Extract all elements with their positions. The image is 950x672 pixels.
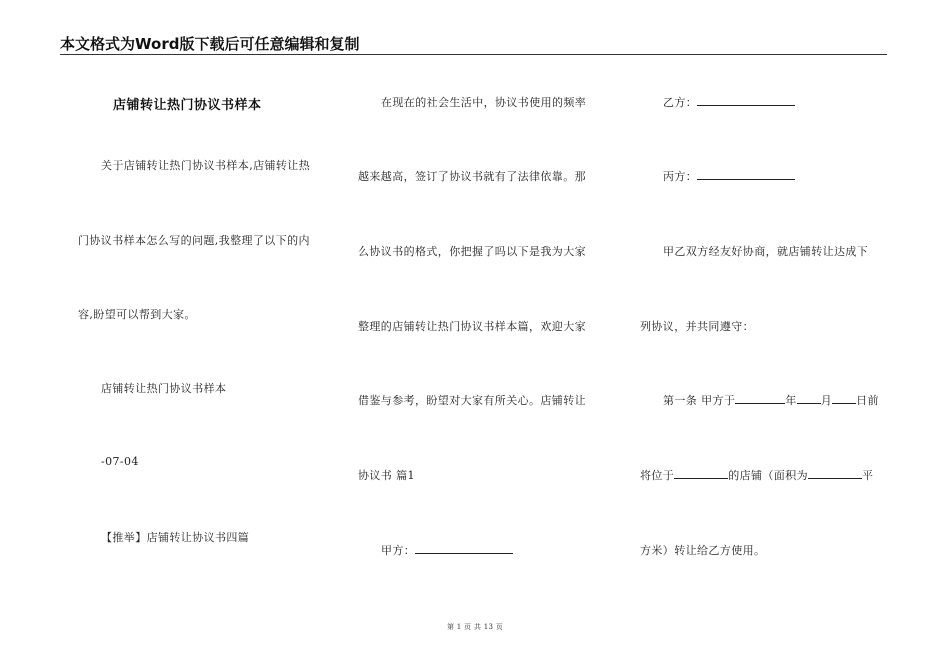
col3-line-3: 甲乙双方经友好协商，就店铺转让达成下 — [663, 245, 869, 258]
location-blank — [674, 468, 728, 479]
party-a-label: 甲方： — [381, 544, 416, 557]
document-title: 店铺转让热门协议书样本 — [113, 98, 262, 113]
area-blank — [808, 468, 862, 479]
clause-1-line — [663, 392, 879, 408]
col2-line-1: 在现在的社会生活中，协议书使用的频率 — [381, 96, 587, 109]
area-unit-start: 平 — [862, 469, 874, 482]
header-title: 本文格式为Word版下载后可任意编辑和复制 — [60, 35, 360, 53]
year-label: 年 — [785, 394, 797, 407]
party-c-blank — [697, 169, 795, 180]
col3-line-7: 方米）转让给乙方使用。 — [640, 544, 766, 557]
col2-line-6: 协议书 篇1 — [358, 469, 415, 482]
date-blank-day — [832, 393, 856, 404]
col1-line-2: 门协议书样本怎么写的问题,我整理了以下的内 — [78, 234, 310, 247]
col1-line-1: 关于店铺转让热门协议书样本,店铺转让热 — [101, 159, 311, 172]
date-blank-month — [797, 393, 821, 404]
party-b-blank — [697, 95, 795, 106]
clause-1-prefix: 第一条 甲方于 — [663, 394, 736, 407]
clause-1-location-line — [640, 467, 873, 483]
party-b-label: 乙方： — [663, 96, 698, 109]
col2-line-4: 整理的店铺转让热门协议书样本篇，欢迎大家 — [358, 320, 586, 333]
col3-line-4: 列协议，并共同遵守： — [640, 320, 754, 333]
location-prefix: 将位于 — [640, 469, 675, 482]
party-c-line — [663, 168, 795, 184]
col1-line-4: 店铺转让热门协议书样本 — [101, 382, 227, 395]
day-label: 日前 — [856, 394, 879, 407]
col2-line-5: 借鉴与参考，盼望对大家有所关心。店铺转让 — [358, 394, 586, 407]
date-blank-year — [735, 393, 785, 404]
page-number: 第 1 页 共 13 页 — [446, 623, 504, 631]
party-c-label: 丙方： — [663, 170, 698, 183]
col1-date: -07-04 — [101, 455, 139, 468]
col2-line-3: 么协议书的格式，你把握了吗以下是我为大家 — [358, 245, 586, 258]
col1-line-3: 容,盼望可以帮到大家。 — [78, 308, 196, 321]
party-a-line — [381, 542, 513, 558]
header-divider — [60, 54, 887, 55]
area-prefix: 的店铺（面积为 — [728, 469, 809, 482]
col1-line-6: 【推举】店铺转让协议书四篇 — [101, 531, 250, 544]
party-a-blank — [415, 543, 513, 554]
col2-line-2: 越来越高，签订了协议书就有了法律依靠。那 — [358, 170, 586, 183]
party-b-line — [663, 94, 795, 110]
month-label: 月 — [820, 394, 833, 407]
